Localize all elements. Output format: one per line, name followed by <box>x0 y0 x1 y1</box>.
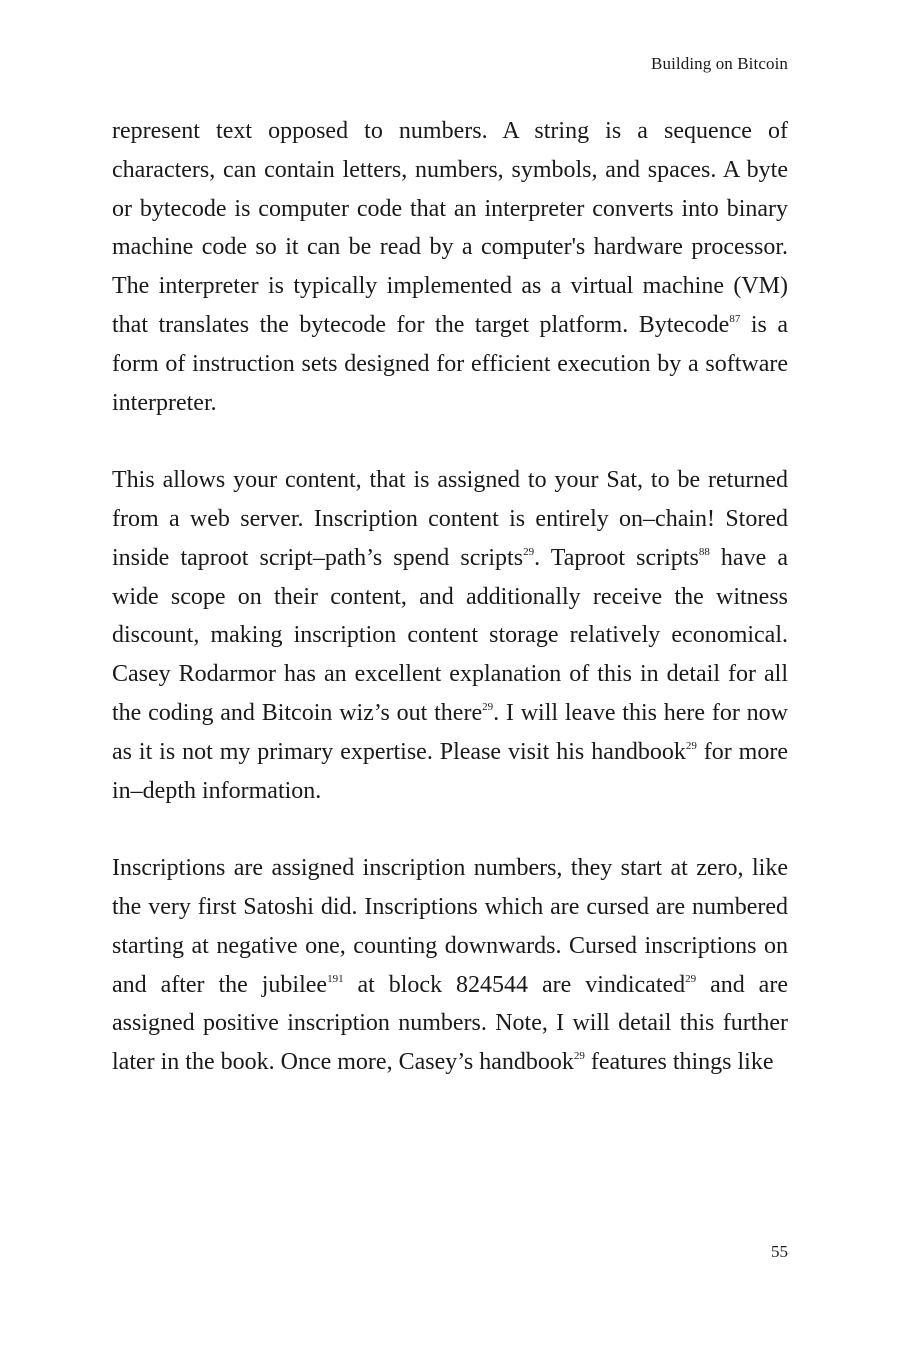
text-segment: is a form of instruction sets designed for efficient execution by a software interpreter. <box>112 311 789 416</box>
text-segment: . Taproot scripts <box>534 544 699 571</box>
footnote-ref: 29 <box>523 545 535 558</box>
text-segment: This allows your content, that is assigned to your Sat, to be returned from a web server. Inscription content is entirely on–chain! Stored inside taproot script–path’s spend scripts <box>112 467 788 571</box>
body-text <box>112 112 788 1082</box>
footnote-ref: 191 <box>327 972 344 985</box>
footnote-ref: 29 <box>685 972 697 985</box>
text-segment: Inscriptions are assigned inscription numbers, they start at zero, like the very first Satoshi did. Inscriptions which are cursed are numbered starting at negative one, counting downwards. Cursed inscriptions on and after the jubilee <box>112 855 788 998</box>
paragraph-inscription-content <box>112 461 788 810</box>
footnote-ref: 88 <box>698 545 710 558</box>
text-segment: features things like <box>584 1049 774 1076</box>
footnote-ref: 29 <box>685 739 697 752</box>
paragraph-inscription-numbers <box>112 849 788 1082</box>
footnote-ref: 87 <box>729 312 741 325</box>
text-segment: at block 824544 are vindicated <box>343 971 686 998</box>
footnote-ref: 29 <box>482 700 494 713</box>
text-segment: represent text opposed to numbers. A string is a sequence of characters, can contain letters, numbers, symbols, and spaces. A byte or bytecode is computer code that an interpreter converts into binary machine code so it can be read by a computer's hardware processor. The interpreter is typically implemented as a virtual machine (VM) that translates the bytecode for the target platform. Bytecode <box>112 118 788 338</box>
text-segment: . I will leave this here for now as it is not my primary expertise. Please visit his handbook <box>112 699 789 765</box>
running-header: Building on Bitcoin <box>651 54 788 73</box>
footnote-ref: 29 <box>573 1050 585 1063</box>
text-segment: and are assigned positive inscription numbers. Note, I will detail this further later in the book. Once more, Casey’s handbook <box>112 971 788 1076</box>
page-number: 55 <box>771 1242 788 1261</box>
text-segment: have a wide scope on their content, and additionally receive the witness discount, making inscription content storage relatively economical. Casey Rodarmor has an excellent explanation of this in detail for all the coding and Bitcoin wiz’s out there <box>112 544 788 726</box>
paragraph-bytecode <box>112 112 788 422</box>
text-segment: for more in–depth information. <box>112 738 788 804</box>
